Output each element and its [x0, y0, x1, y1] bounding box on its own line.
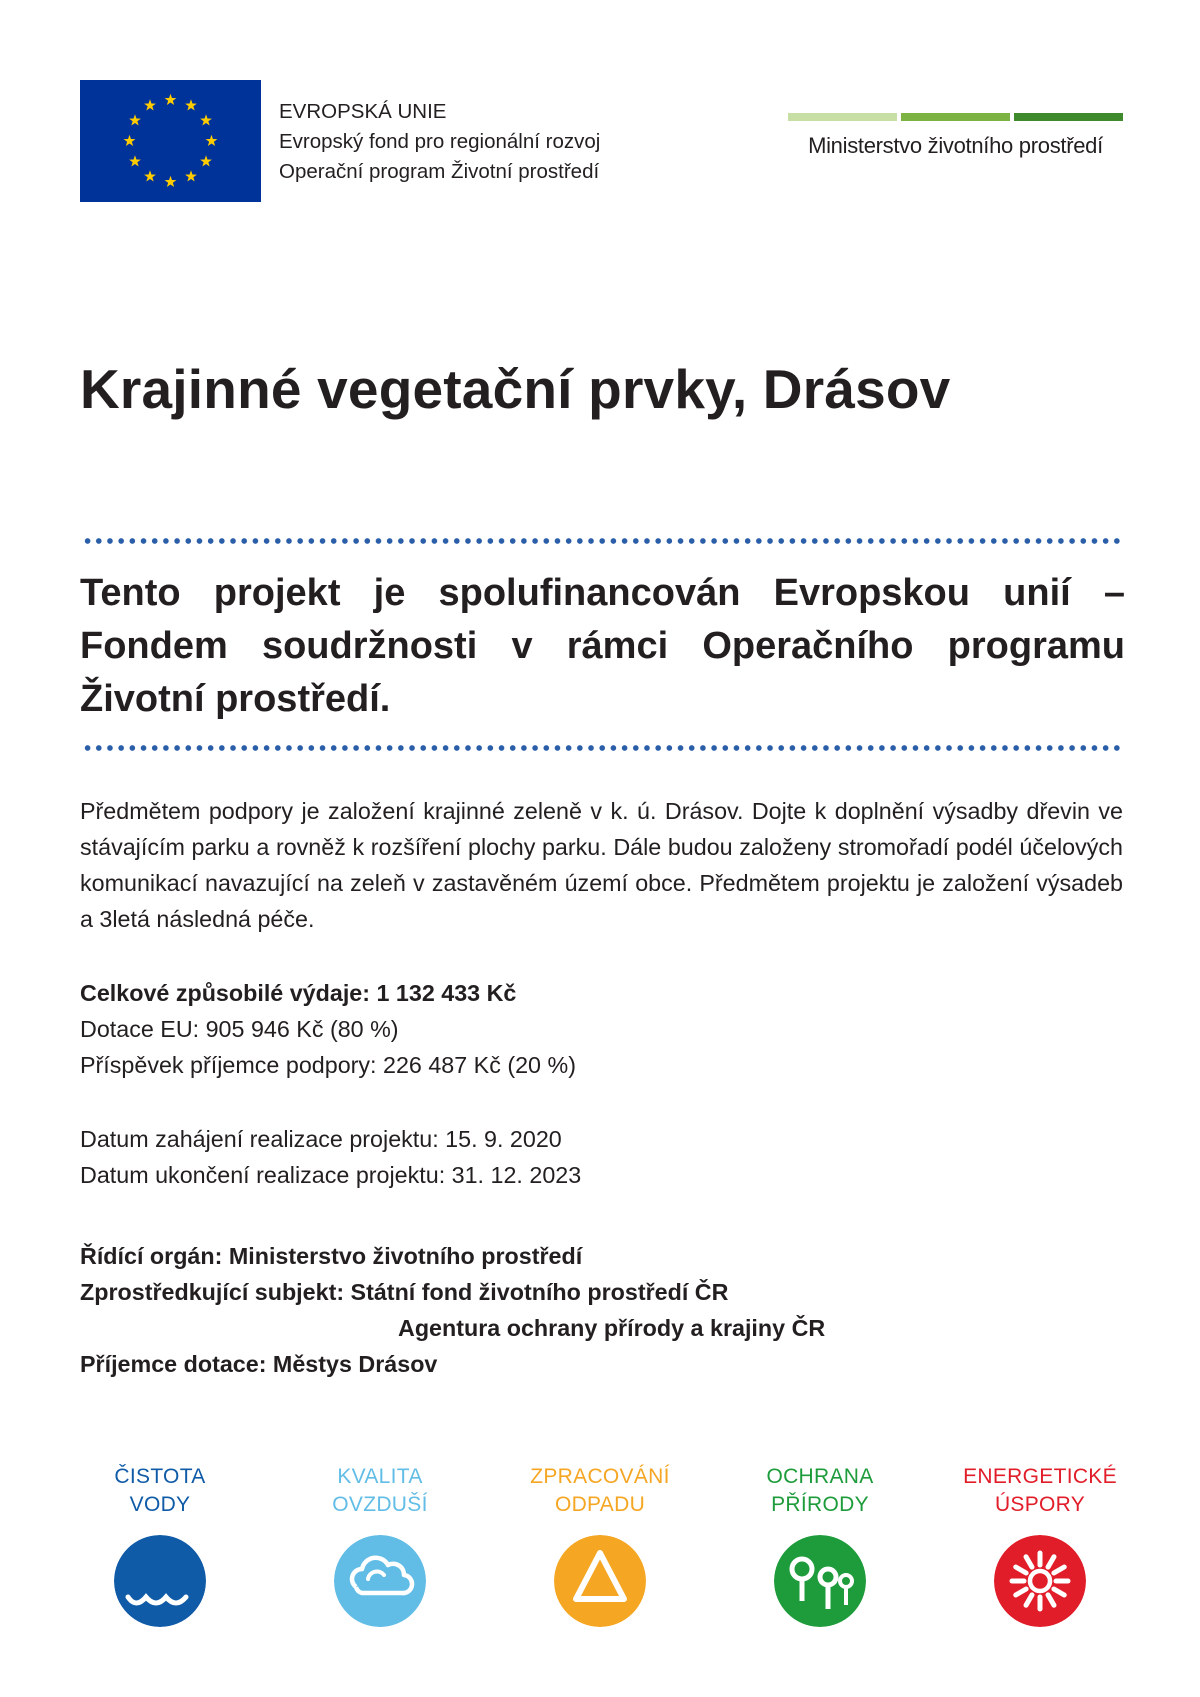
recycle-triangle-icon — [554, 1535, 646, 1627]
total-expenses: Celkové způsobilé výdaje: 1 132 433 Kč — [80, 980, 517, 1006]
dotted-divider-bottom — [82, 745, 1122, 751]
eu-star — [185, 99, 197, 110]
pillar-label: ČISTOTA VODY — [114, 1465, 206, 1516]
eu-star — [165, 94, 177, 105]
ministry-bar-dark — [1014, 113, 1123, 121]
eu-star — [129, 114, 141, 125]
managing-authority: Řídící orgán: Ministerstvo životního prostředí — [80, 1243, 583, 1269]
pillar-label: ENERGETICKÉ ÚSPORY — [963, 1465, 1117, 1516]
ministry-name: Ministerstvo životního prostředí — [808, 133, 1103, 158]
end-date: Datum ukončení realizace projektu: 31. 12. 2023 — [80, 1162, 582, 1188]
eu-line-union: EVROPSKÁ UNIE — [279, 100, 447, 123]
eu-text-block — [279, 97, 600, 187]
pillar-nature — [725, 1463, 915, 1627]
eu-star — [124, 135, 136, 146]
eu-flag — [80, 80, 261, 202]
pillar-waste — [505, 1463, 695, 1627]
ministry-color-bars — [788, 113, 1123, 121]
grant-recipient: Příjemce dotace: Městys Drásov — [80, 1351, 438, 1377]
recipient-contribution: Příspěvek příjemce podpory: 226 487 Kč (20 %) — [80, 1052, 576, 1078]
eu-star — [200, 155, 212, 166]
dotted-divider-top — [82, 538, 1122, 544]
ministry-bar-light — [788, 113, 897, 121]
pillar-label: ZPRACOVÁNÍ ODPADU — [530, 1465, 670, 1516]
page-title: Krajinné vegetační prvky, Drásov — [80, 358, 951, 420]
eu-star — [185, 170, 197, 181]
eu-line-programme: Operační program Životní prostředí — [279, 160, 600, 183]
eu-star — [144, 170, 156, 181]
eu-star — [165, 176, 177, 187]
project-description: Předmětem podpory je založení krajinné zeleně v k. ú. Drásov. Dojte k doplnění výsadby dřevin ve stávajícím parku a rovněž k rozšíření plochy parku. Dále budou založeny stromořadí podél účelových komunikací navazující na zeleň v zastavěném území obce. Předmětem projektu je založení výsadeb a 3letá následná péče. — [80, 798, 1123, 932]
eu-line-fund: Evropský fond pro regionální rozvoj — [279, 130, 601, 153]
start-date: Datum zahájení realizace projektu: 15. 9. 2020 — [80, 1126, 562, 1152]
dates-block — [80, 1121, 581, 1193]
eu-star — [129, 155, 141, 166]
cloud-icon — [334, 1535, 426, 1627]
pillar-air — [285, 1463, 475, 1627]
pillars-row — [95, 1463, 1135, 1663]
intermediary-body-second: Agentura ochrany přírody a krajiny ČR — [398, 1315, 826, 1341]
ministry-bar-mid — [901, 113, 1010, 121]
sun-icon — [994, 1535, 1086, 1627]
eu-star — [200, 114, 212, 125]
eu-subsidy: Dotace EU: 905 946 Kč (80 %) — [80, 1016, 399, 1042]
eu-star — [206, 135, 218, 146]
organizations-block — [80, 1238, 825, 1382]
pillar-label: OCHRANA PŘÍRODY — [766, 1465, 874, 1516]
water-icon — [114, 1535, 206, 1627]
pillar-energy — [945, 1463, 1135, 1627]
costs-block — [80, 975, 576, 1083]
eu-stars-icon — [80, 80, 261, 202]
pillar-water — [65, 1463, 255, 1627]
eu-star — [144, 99, 156, 110]
intermediary-body: Zprostředkující subjekt: Státní fond životního prostředí ČR — [80, 1279, 729, 1305]
pillar-label: KVALITA OVZDUŠÍ — [332, 1465, 428, 1516]
cofinancing-statement: Tento projekt je spolufinancován Evropskou unií – Fondem soudržnosti v rámci Operačního programu Životní prostředí. — [80, 572, 1125, 720]
trees-icon — [774, 1535, 866, 1627]
